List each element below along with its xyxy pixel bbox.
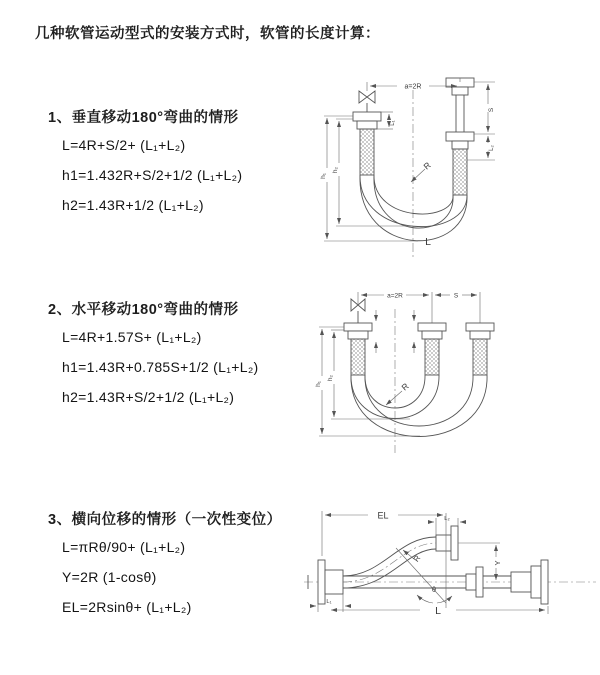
dim-label-span: a=2R: [387, 292, 403, 300]
radius-label: R: [411, 553, 423, 564]
left-end-fitting: [353, 112, 381, 175]
section-2-formula-h2: h2=1.43R+S/2+1/2 (L₁+L₂): [62, 389, 235, 405]
radius-label: R: [421, 159, 433, 172]
mid-end-fitting: [466, 567, 483, 597]
dim-label-el: EL: [377, 510, 389, 521]
radius-label: R: [399, 380, 411, 393]
left-end-fitting: [344, 323, 372, 375]
dim-label-span: a=2R: [404, 83, 422, 91]
braided-hose-section: [360, 129, 374, 175]
section-2-formula-h1: h1=1.43R+0.785S+1/2 (L₁+L₂): [62, 359, 259, 375]
displaced-end-fitting: [436, 526, 458, 560]
dim-label-l1: L₁: [326, 599, 332, 605]
right-end-fitting: [446, 78, 474, 195]
angle-label: θ: [431, 585, 437, 594]
braided-hose-section: [453, 149, 467, 195]
section-1-heading: 1、垂直移动180°弯曲的情形: [48, 110, 239, 126]
section-3-formula-Y: Y=2R (1-cosθ): [62, 569, 157, 585]
section-3-formula-EL: EL=2Rsinθ+ (L₁+L₂): [62, 599, 192, 615]
dim-label-s: S: [488, 107, 495, 113]
section-2-formula-L: L=4R+1.57S+ (L₁+L₂): [62, 329, 202, 345]
section-1-formula-h1: h1=1.432R+S/2+1/2 (L₁+L₂): [62, 167, 243, 183]
dim-label-h1: h₁: [315, 381, 322, 387]
hose-u-curves: [351, 375, 487, 437]
middle-end-fitting: [418, 323, 446, 375]
diagram-vertical-180-bend: [315, 70, 600, 265]
dim-label-l1: L₁: [390, 120, 396, 126]
dim-label-s: S: [453, 292, 459, 300]
hose-s-curve: [343, 537, 436, 588]
dim-label-h2: h₂: [332, 166, 339, 174]
valve-icon: [359, 91, 375, 103]
section-1-formula-h2: h2=1.43R+1/2 (L₁+L₂): [62, 197, 204, 213]
section-3-formula-L: L=πRθ/90+ (L₁+L₂): [62, 539, 186, 555]
hose-u-curves: [360, 175, 467, 241]
dim-label-l2: L₂: [489, 145, 495, 151]
dim-label-l2: L₂: [444, 516, 450, 522]
left-end-fitting: [318, 560, 343, 604]
dim-label-h2: h₂: [327, 374, 334, 382]
length-label: L: [425, 236, 431, 248]
chord-line: [396, 548, 446, 603]
moved-end-fitting: [466, 323, 494, 375]
section-2-heading: 2、水平移动180°弯曲的情形: [48, 302, 239, 318]
dim-label-y: Y: [493, 560, 502, 566]
diagram-horizontal-180-bend: [310, 283, 600, 458]
page-title: 几种软管运动型式的安装方式时，软管的长度计算：: [35, 26, 380, 42]
diagram-lateral-displacement: [298, 502, 600, 652]
length-label: L: [435, 605, 441, 617]
section-1-formula-L: L=4R+S/2+ (L₁+L₂): [62, 137, 186, 153]
dim-label-h1: h₁: [320, 173, 327, 179]
section-3-heading: 3、横向位移的情形（一次性变位）: [48, 512, 282, 528]
right-end-fitting: [511, 560, 548, 604]
